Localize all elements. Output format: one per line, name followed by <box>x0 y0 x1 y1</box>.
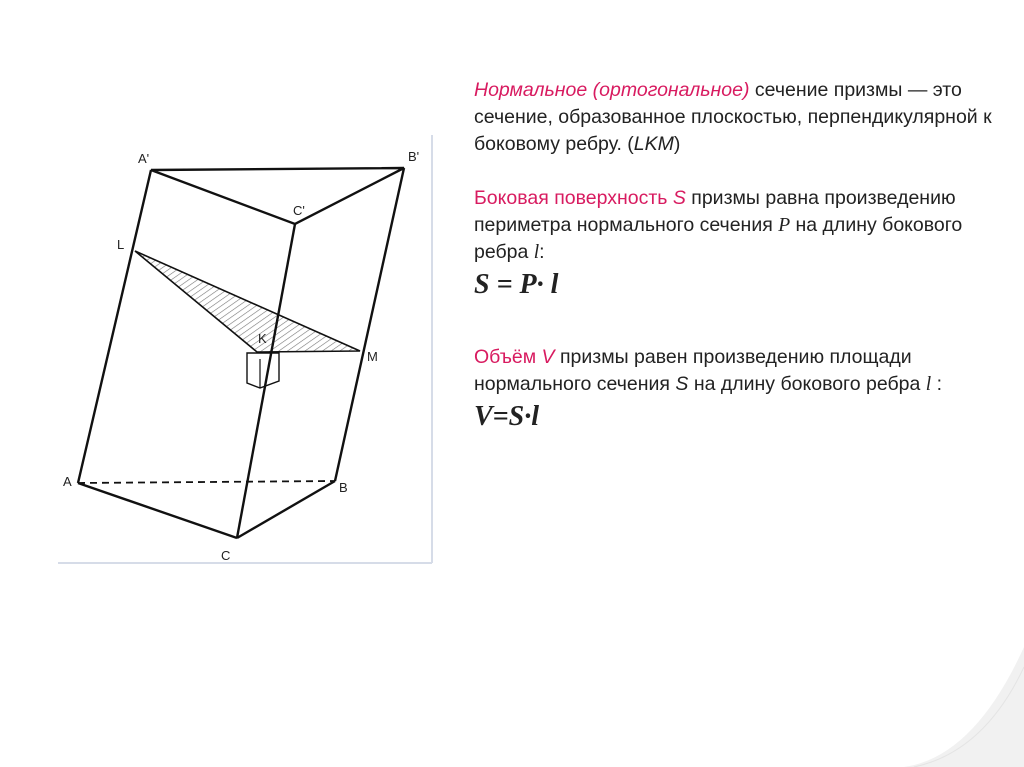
volume-text: призмы равен произведению площади нормального сечения <box>474 346 912 395</box>
symbol-l-volume: l <box>925 374 932 395</box>
edge-cc <box>237 224 295 538</box>
lateral-text-2: на длину бокового ребра <box>474 214 963 263</box>
term-lateral-surface: Боковая поверхность <box>474 187 673 209</box>
edge-ab-hidden <box>78 481 335 483</box>
closing-paren: ) <box>673 133 681 155</box>
definition-paragraph <box>474 77 994 158</box>
top-face <box>151 168 404 224</box>
label-b-prime: B' <box>408 149 420 164</box>
text-column <box>474 77 994 434</box>
symbol-l: l <box>533 242 540 263</box>
label-a: A <box>63 474 72 489</box>
page-curl-decoration <box>904 647 1024 767</box>
label-c-prime: C' <box>293 203 305 218</box>
label-c: C <box>221 548 231 563</box>
edge-cb <box>237 481 335 538</box>
label-l: L <box>117 237 125 252</box>
section-support-block <box>247 353 279 388</box>
label-m: M <box>367 349 378 364</box>
term-normal-section: Нормальное (ортогональное) <box>474 79 750 101</box>
edge-ac <box>78 483 237 538</box>
normal-section-lkm <box>135 251 360 352</box>
symbol-p: P <box>778 215 791 236</box>
label-a-prime: A' <box>138 151 150 166</box>
colon: : <box>539 241 545 263</box>
label-b: B <box>339 480 348 495</box>
edge-aa <box>78 170 151 483</box>
edge-bb <box>335 168 404 481</box>
volume-text-2: на длину бокового ребра <box>688 373 926 395</box>
symbol-s: S <box>672 187 686 209</box>
volume-formula: V=S·l <box>474 401 539 432</box>
prism-diagram <box>55 135 440 565</box>
prism-figure <box>55 135 440 565</box>
symbol-s-section: S <box>675 373 689 395</box>
lateral-text: призмы равна произведению периметра нормального сечения <box>474 187 956 236</box>
symbol-v: V <box>541 346 555 368</box>
colon-volume: : <box>931 373 943 395</box>
definition-text: сечение призмы — это сечение, образованное плоскостью, перпендикулярной к боковому ребру. ( <box>474 79 992 155</box>
lateral-surface-paragraph <box>474 185 994 266</box>
section-name: LKM <box>633 133 674 155</box>
volume-paragraph <box>474 344 994 398</box>
lateral-surface-formula: S = P· l <box>474 269 559 300</box>
term-volume: Объём <box>474 346 542 368</box>
label-k: K <box>258 331 267 346</box>
